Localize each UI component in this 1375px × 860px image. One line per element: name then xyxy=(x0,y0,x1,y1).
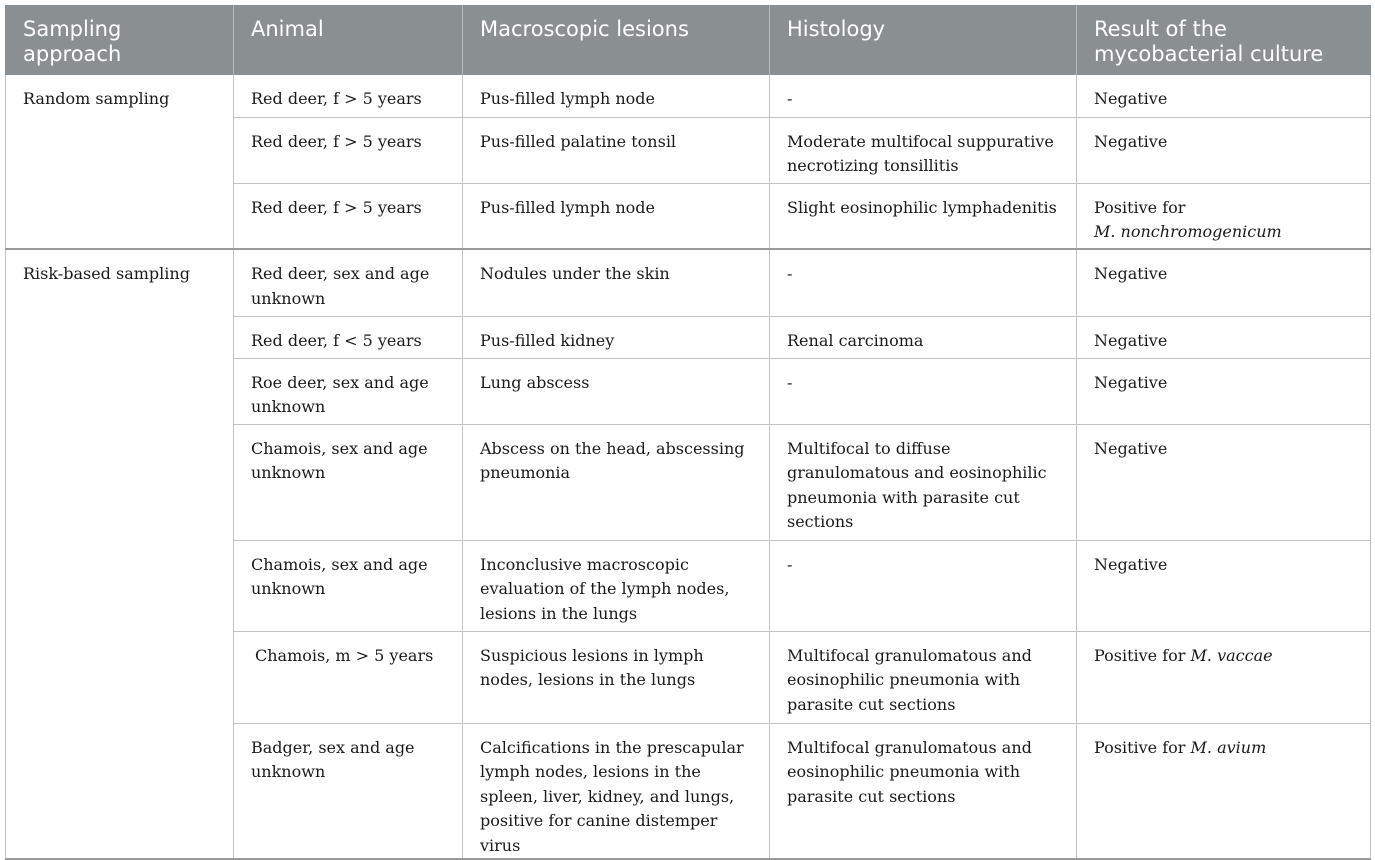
culture-species: M. nonchromogenicum xyxy=(1094,222,1282,241)
cell-histology: - xyxy=(770,249,1077,316)
cell-culture: Negative xyxy=(1077,117,1371,183)
cell-animal: Red deer, sex and age unknown xyxy=(234,249,463,316)
cell-histology: Renal carcinoma xyxy=(770,316,1077,358)
culture-species: M. vaccae xyxy=(1190,645,1273,665)
cell-lesions: Calcifications in the prescapular lymph nodes, lesions in the spleen, liver, kidney, and lungs, positive for canine distemper virus xyxy=(463,723,770,859)
results-table xyxy=(5,5,1371,860)
group-risk-based-sampling: Risk-based sampling xyxy=(6,249,234,859)
cell-histology: Slight eosinophilic lymphadenitis xyxy=(770,183,1077,249)
cell-histology: Multifocal to diffuse granulomatous and eosinophilic pneumonia with parasite cut sections xyxy=(770,424,1077,540)
cell-culture: Negative xyxy=(1077,540,1371,631)
cell-lesions: Inconclusive macroscopic evaluation of the lymph nodes, lesions in the lungs xyxy=(463,540,770,631)
cell-animal: Chamois, sex and age unknown xyxy=(234,424,463,540)
header-culture-result: Result of the mycobacterial culture xyxy=(1077,5,1371,75)
cell-animal: Chamois, m > 5 years xyxy=(234,631,463,723)
cell-lesions: Abscess on the head, abscessing pneumonia xyxy=(463,424,770,540)
cell-histology: Moderate multifocal suppurative necrotizing tonsillitis xyxy=(770,117,1077,183)
cell-lesions: Nodules under the skin xyxy=(463,249,770,316)
cell-histology: - xyxy=(770,358,1077,424)
culture-species: M. avium xyxy=(1190,737,1267,757)
cell-lesions: Pus-filled palatine tonsil xyxy=(463,117,770,183)
header-histology: Histology xyxy=(770,5,1077,75)
table-row xyxy=(6,249,1371,316)
cell-lesions: Pus-filled lymph node xyxy=(463,75,770,117)
cell-animal: Red deer, f > 5 years xyxy=(234,183,463,249)
culture-prefix: Positive for xyxy=(1094,645,1186,665)
cell-animal: Badger, sex and age unknown xyxy=(234,723,463,859)
table-row xyxy=(6,75,1371,117)
cell-lesions: Suspicious lesions in lymph nodes, lesions in the lungs xyxy=(463,631,770,723)
cell-histology: - xyxy=(770,540,1077,631)
cell-culture: Negative xyxy=(1077,358,1371,424)
cell-culture xyxy=(1077,183,1371,249)
header-sampling-approach: Sampling approach xyxy=(6,5,234,75)
cell-histology: Multifocal granulomatous and eosinophilic pneumonia with parasite cut sections xyxy=(770,631,1077,723)
cell-lesions: Pus-filled lymph node xyxy=(463,183,770,249)
cell-animal: Roe deer, sex and age unknown xyxy=(234,358,463,424)
cell-culture xyxy=(1077,631,1371,723)
header-row xyxy=(6,5,1371,75)
cell-culture xyxy=(1077,723,1371,859)
culture-prefix: Positive for xyxy=(1094,197,1186,217)
header-animal: Animal xyxy=(234,5,463,75)
cell-culture: Negative xyxy=(1077,249,1371,316)
cell-animal: Red deer, f > 5 years xyxy=(234,117,463,183)
table-header xyxy=(6,5,1371,75)
cell-lesions: Lung abscess xyxy=(463,358,770,424)
cell-culture: Negative xyxy=(1077,424,1371,540)
cell-histology: Multifocal granulomatous and eosinophilic pneumonia with parasite cut sections xyxy=(770,723,1077,859)
cell-lesions: Pus-filled kidney xyxy=(463,316,770,358)
group-random-sampling: Random sampling xyxy=(6,75,234,249)
cell-histology: - xyxy=(770,75,1077,117)
culture-prefix: Positive for xyxy=(1094,737,1186,757)
cell-animal: Red deer, f < 5 years xyxy=(234,316,463,358)
cell-animal: Chamois, sex and age unknown xyxy=(234,540,463,631)
header-macroscopic-lesions: Macroscopic lesions xyxy=(463,5,770,75)
table-body xyxy=(6,75,1371,859)
cell-animal: Red deer, f > 5 years xyxy=(234,75,463,117)
cell-culture: Negative xyxy=(1077,316,1371,358)
cell-culture: Negative xyxy=(1077,75,1371,117)
